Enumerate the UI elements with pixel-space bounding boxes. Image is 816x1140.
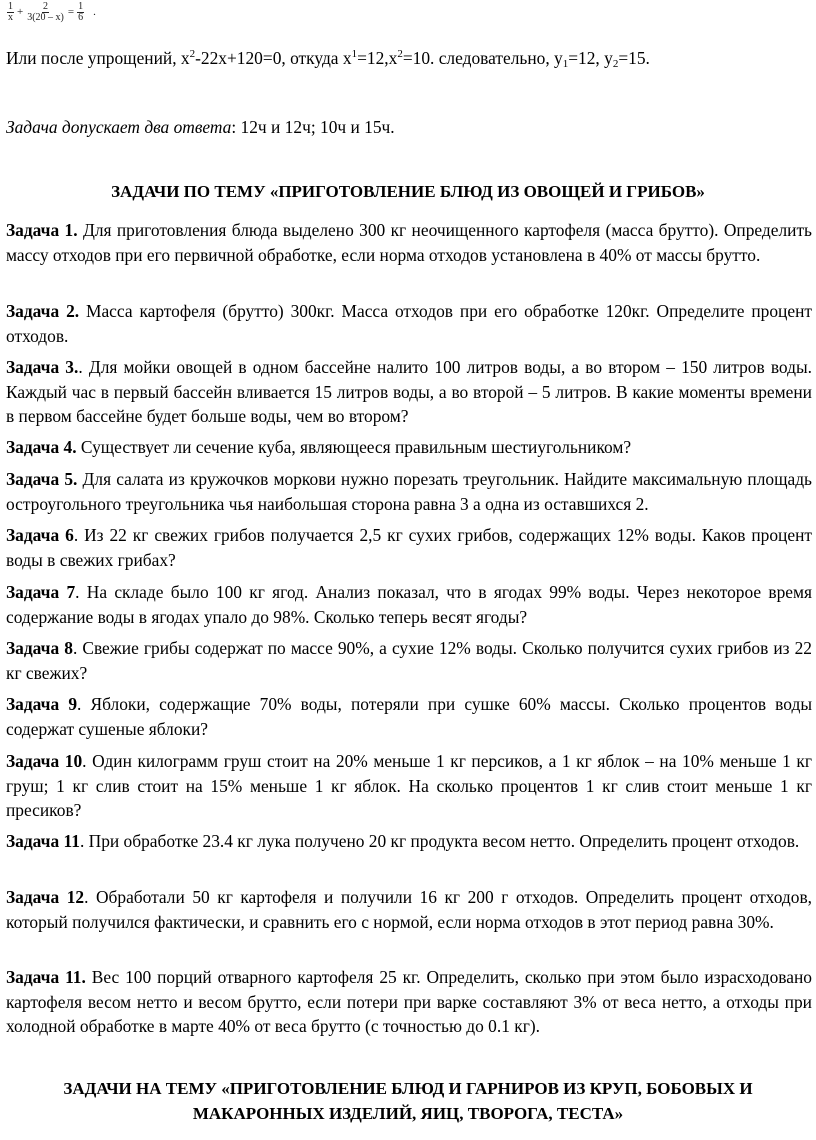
simplify-sup-2: 1 — [351, 48, 358, 60]
formula-period: . — [93, 6, 96, 18]
fraction-2 — [26, 2, 65, 23]
task-text: . Один килограмм груш стоит на 20% меньше 1 кг персиков, а 1 кг яблок – на 10% меньше 1 кг груш; 1 кг слив стоит на 15% меньше 1 кг яблок. На сколько процентов 1 кг слив стоит меньше 1 кг пресиков? — [6, 751, 812, 820]
task-11 — [6, 829, 812, 854]
task-12 — [6, 885, 812, 934]
task-3 — [6, 355, 812, 429]
simplify-sup-3: 2 — [397, 48, 403, 60]
task-4 — [6, 435, 812, 460]
task-text: Для приготовления блюда выделено 300 кг неочищенного картофеля (масса брутто). Определить массу отходов при его первичной обработке, если норма отходов установлена в 40% от массы брутто. — [6, 220, 812, 265]
task-label: Задача 10 — [6, 751, 83, 771]
task-5 — [6, 467, 812, 516]
task-8 — [6, 636, 812, 685]
simplify-sub-1: 1 — [562, 58, 569, 70]
task-text: . Свежие грибы содержат по массе 90%, а сухие 12% воды. Сколько получится сухих грибов из 22 кг свежих? — [6, 638, 812, 683]
task-label: Задача 11. — [6, 967, 86, 987]
fraction-2-denominator: 3(20 – x) — [27, 12, 64, 23]
task-10 — [6, 749, 812, 823]
task-1 — [6, 218, 812, 267]
answer-italic: Задача допускает два ответа — [6, 117, 232, 137]
task-text: . Для мойки овощей в одном бассейне налито 100 литров воды, а во втором – 150 литров воды. Каждый час в первый бассейн вливается 15 литров воды, а во второй – 5 литров. В какие моменты времени в первом бассейне будет больше воды, чем во втором? — [6, 357, 812, 426]
plus-sign: + — [17, 6, 24, 18]
section-heading-grains-line1: ЗАДАЧИ НА ТЕМУ «ПРИГОТОВЛЕНИЕ БЛЮД И ГАРНИРОВ ИЗ КРУП, БОБОВЫХ И — [63, 1079, 753, 1098]
task-label: Задача 6 — [6, 525, 74, 545]
task-text: Для салата из кружочков моркови нужно порезать треугольник. Найдите максимальную площадь остроугольного треугольника чья наибольшая сторона равна 3 а одна из оставшихся 2. — [6, 469, 812, 514]
simplify-text-6: =15. — [618, 48, 650, 68]
task-text: Вес 100 порций отварного картофеля 25 кг. Определить, сколько при этом было израсходовано картофеля весом нетто и весом брутто, если потери при варке составляют 3% от веса нетто, а отходы при холодной обработке в марте 40% от веса брутто (с точностью до 0.1 кг). — [6, 967, 812, 1036]
fraction-3 — [77, 2, 84, 23]
task-text: Масса картофеля (брутто) 300кг. Масса отходов при его обработке 120кг. Определите процент отходов. — [6, 301, 812, 346]
task-label: Задача 9 — [6, 694, 78, 714]
answer-line — [6, 117, 395, 138]
task-11-repeat — [6, 965, 812, 1039]
simplify-sub-2: 2 — [612, 58, 619, 70]
simplification-line — [6, 48, 650, 69]
task-label: Задача 12 — [6, 887, 85, 907]
task-label: Задача 5. — [6, 469, 78, 489]
task-label: Задача 3. — [6, 357, 79, 377]
fraction-1 — [7, 2, 14, 23]
task-label: Задача 11 — [6, 831, 80, 851]
simplify-text-3: =12,x — [357, 48, 398, 68]
task-6 — [6, 523, 812, 572]
task-text: . Из 22 кг свежих грибов получается 2,5 кг сухих грибов, содержащих 12% воды. Каков процент воды в свежих грибах? — [6, 525, 812, 570]
task-text: . На складе было 100 кг ягод. Анализ показал, что в ягодах 99% воды. Через некоторое время содержание воды в ягодах упало до 98%. Сколько теперь весят ягоды? — [6, 582, 813, 627]
task-label: Задача 7 — [6, 582, 76, 602]
simplify-text-1: Или после упрощений, x — [6, 48, 190, 68]
simplify-text-5: =12, y — [568, 48, 613, 68]
section-heading-grains-line2: МАКАРОННЫХ ИЗДЕЛИЙ, ЯИЦ, ТВОРОГА, ТЕСТА» — [192, 1104, 624, 1123]
task-text: . Яблоки, содержащие 70% воды, потеряли при сушке 60% массы. Сколько процентов воды содержат сушеные яблоки? — [6, 694, 812, 739]
task-2 — [6, 299, 812, 348]
task-label: Задача 1. — [6, 220, 78, 240]
fraction-3-denominator: 6 — [78, 12, 84, 23]
task-9 — [6, 692, 812, 741]
simplify-sup-1: 2 — [189, 48, 196, 60]
equals-sign: = — [67, 6, 75, 18]
fraction-1-numerator: 1 — [8, 1, 13, 12]
answer-rest: : 12ч и 12ч; 10ч и 15ч. — [231, 117, 395, 137]
task-7 — [6, 580, 812, 629]
fraction-3-numerator: 1 — [78, 1, 84, 12]
task-text: . При обработке 23.4 кг лука получено 20 кг продукта весом нетто. Определить процент отходов. — [79, 831, 800, 851]
task-text: Существует ли сечение куба, являющееся правильным шестиугольником? — [76, 437, 632, 457]
fraction-1-denominator: x — [8, 12, 13, 23]
equation-image — [6, 2, 96, 23]
section-heading-vegetables: ЗАДАЧИ ПО ТЕМУ «ПРИГОТОВЛЕНИЕ БЛЮД ИЗ ОВОЩЕЙ И ГРИБОВ» — [111, 182, 705, 201]
task-label: Задача 4. — [6, 437, 77, 457]
fraction-2-numerator: 2 — [43, 1, 49, 12]
simplify-text-2: -22x+120=0, откуда x — [195, 48, 352, 68]
task-text: . Обработали 50 кг картофеля и получили 16 кг 200 г отходов. Определить процент отходов, который получился фактически, и сравнить его с нормой, если норма отходов в этот период равна 30%. — [6, 887, 813, 932]
task-label: Задача 2. — [6, 301, 80, 321]
task-label: Задача 8 — [6, 638, 73, 658]
simplify-text-4: =10. следовательно, y — [402, 48, 563, 68]
